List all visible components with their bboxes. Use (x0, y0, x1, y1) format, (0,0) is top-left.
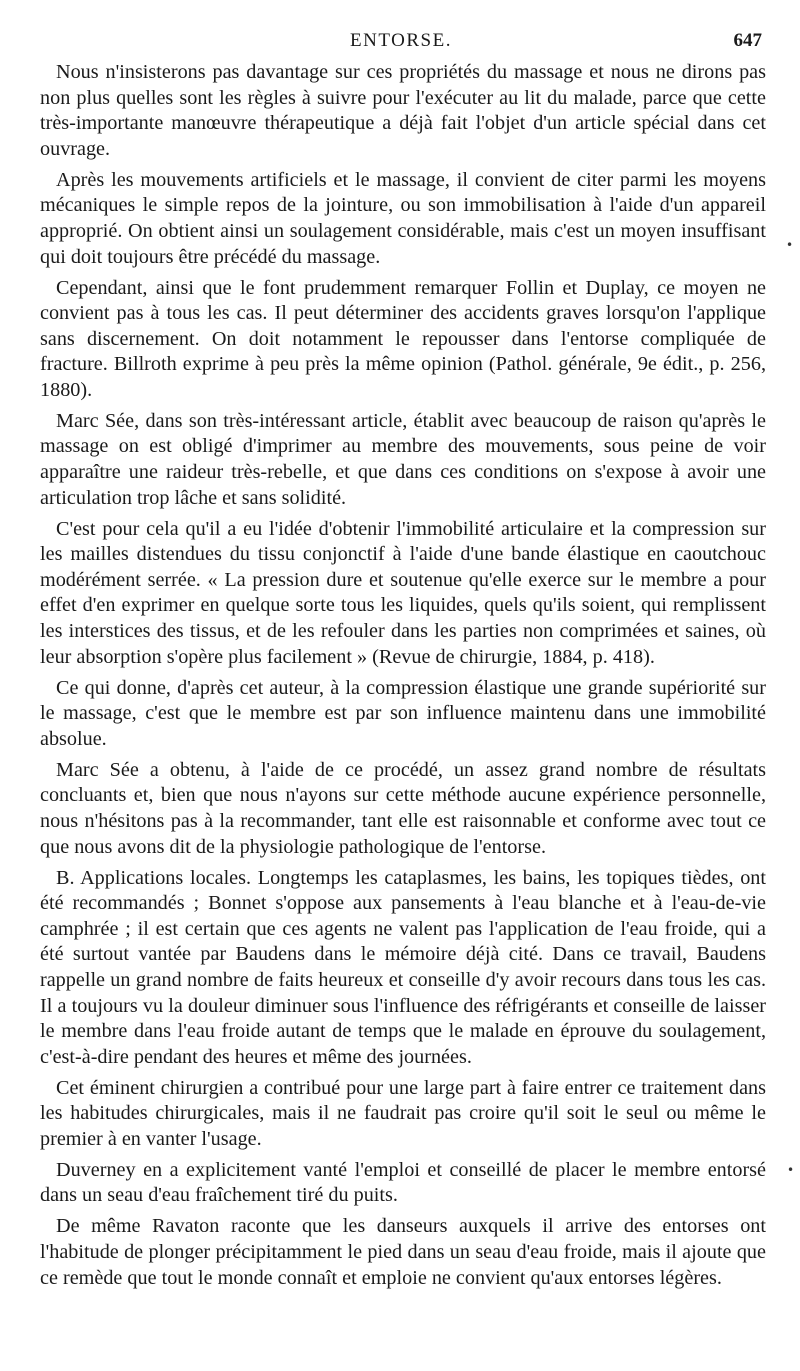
paragraph: Marc Sée a obtenu, à l'aide de ce procédé, un assez grand nombre de résultats concluants et, bien que nous n'ayons sur cette méthode aucune expérience personnelle, nous n'hésitons pas à la recommander, tant elle est raisonnable et conforme avec tout ce que nous avons dit de la physiologie pathologique de l'entorse. (40, 758, 766, 858)
body-text (40, 60, 766, 1297)
paragraph: Cependant, ainsi que le font prudemment remarquer Follin et Duplay, ce moyen ne convient pas à tous les cas. Il peut déterminer des accidents graves lorsqu'on l'applique sans discernement. On doit notamment le repousser dans l'entorse compliquée de fracture. Billroth exprime à peu près la même opinion (Pathol. générale, 9e édit., p. 256, 1880). (40, 276, 766, 401)
paragraph: Après les mouvements artificiels et le massage, il convient de citer parmi les moyens mécaniques le simple repos de la jointure, ou son immobilisation à l'aide d'un appareil approprié. On obtient ainsi un soulagement considérable, mais c'est un moyen insuffisant qui doit toujours être précédé du massage. (40, 168, 766, 268)
paragraph: Marc Sée, dans son très-intéressant article, établit avec beaucoup de raison qu'après le massage on est obligé d'imprimer au membre des mouvements, sous peine de voir apparaître une raideur très-rebelle, et que dans ces conditions on s'expose à avoir une articulation trop lâche et sans solidité. (40, 409, 766, 509)
running-header (40, 30, 762, 56)
paragraph: De même Ravaton raconte que les danseurs auxquels il arrive des entorses ont l'habitude de plonger précipitamment le pied dans un seau d'eau froide, mais il ajoute que ce remède que tout le monde connaît et emploie ne convient qu'aux entorses légères. (40, 1215, 766, 1289)
page-number: 647 (733, 30, 762, 51)
paragraph: Cet éminent chirurgien a contribué pour une large part à faire entrer ce traitement dans les habitudes chirurgicales, mais il ne faudrait pas croire qu'il soit le seul ou même le premier à en vanter l'usage. (40, 1076, 766, 1150)
paragraph: B. Applications locales. Longtemps les cataplasmes, les bains, les topiques tièdes, ont été recommandés ; Bonnet s'oppose aux pansements à l'eau blanche et à l'eau-de-vie camphrée ; il est certain que ces agents ne valent pas l'application de l'eau froide, qui a été surtout vantée par Baudens dans le mémoire déjà cité. Dans ce travail, Baudens rappelle un grand nombre de faits heureux et conseille d'y avoir recours dans tous les cas. Il a toujours vu la douleur diminuer sous l'influence des réfrigérants et conseille de laisser le membre dans l'eau froide autant de temps que le malade en éprouve du soulagement, c'est-à-dire pendant des heures et même des journées. (40, 866, 766, 1068)
paragraph: C'est pour cela qu'il a eu l'idée d'obtenir l'immobilité articulaire et la compression sur les mailles distendues du tissu conjonctif à l'aide d'une bande élastique en caoutchouc modérément serrée. « La pression dure et soutenue qu'elle exerce sur le membre a pour effet d'en exprimer en quelque sorte tous les liquides, quels qu'ils soient, qui remplissent les interstices des tissus, et de les refouler dans les parties non comprimées et saines, où leur absorption s'opère plus facilement » (Revue de chirurgie, 1884, p. 418). (40, 517, 766, 668)
paragraph: Ce qui donne, d'après cet auteur, à la compression élastique une grande supériorité sur le massage, c'est que le membre est par son influence maintenu dans une immobilité absolue. (40, 676, 766, 750)
print-speck: • (786, 238, 794, 252)
running-title: ENTORSE. (350, 30, 452, 51)
paragraph: Duverney en a explicitement vanté l'emploi et conseillé de placer le membre entorsé dans un seau d'eau fraîchement tiré du puits. (40, 1158, 766, 1207)
paragraph: Nous n'insisterons pas davantage sur ces propriétés du massage et nous ne dirons pas non plus quelles sont les règles à suivre pour l'exécuter au lit du malade, parce que cette très-importante manœuvre thérapeutique a déjà fait l'objet d'un article spécial dans cet ouvrage. (40, 61, 766, 160)
print-speck: • (787, 1163, 795, 1177)
